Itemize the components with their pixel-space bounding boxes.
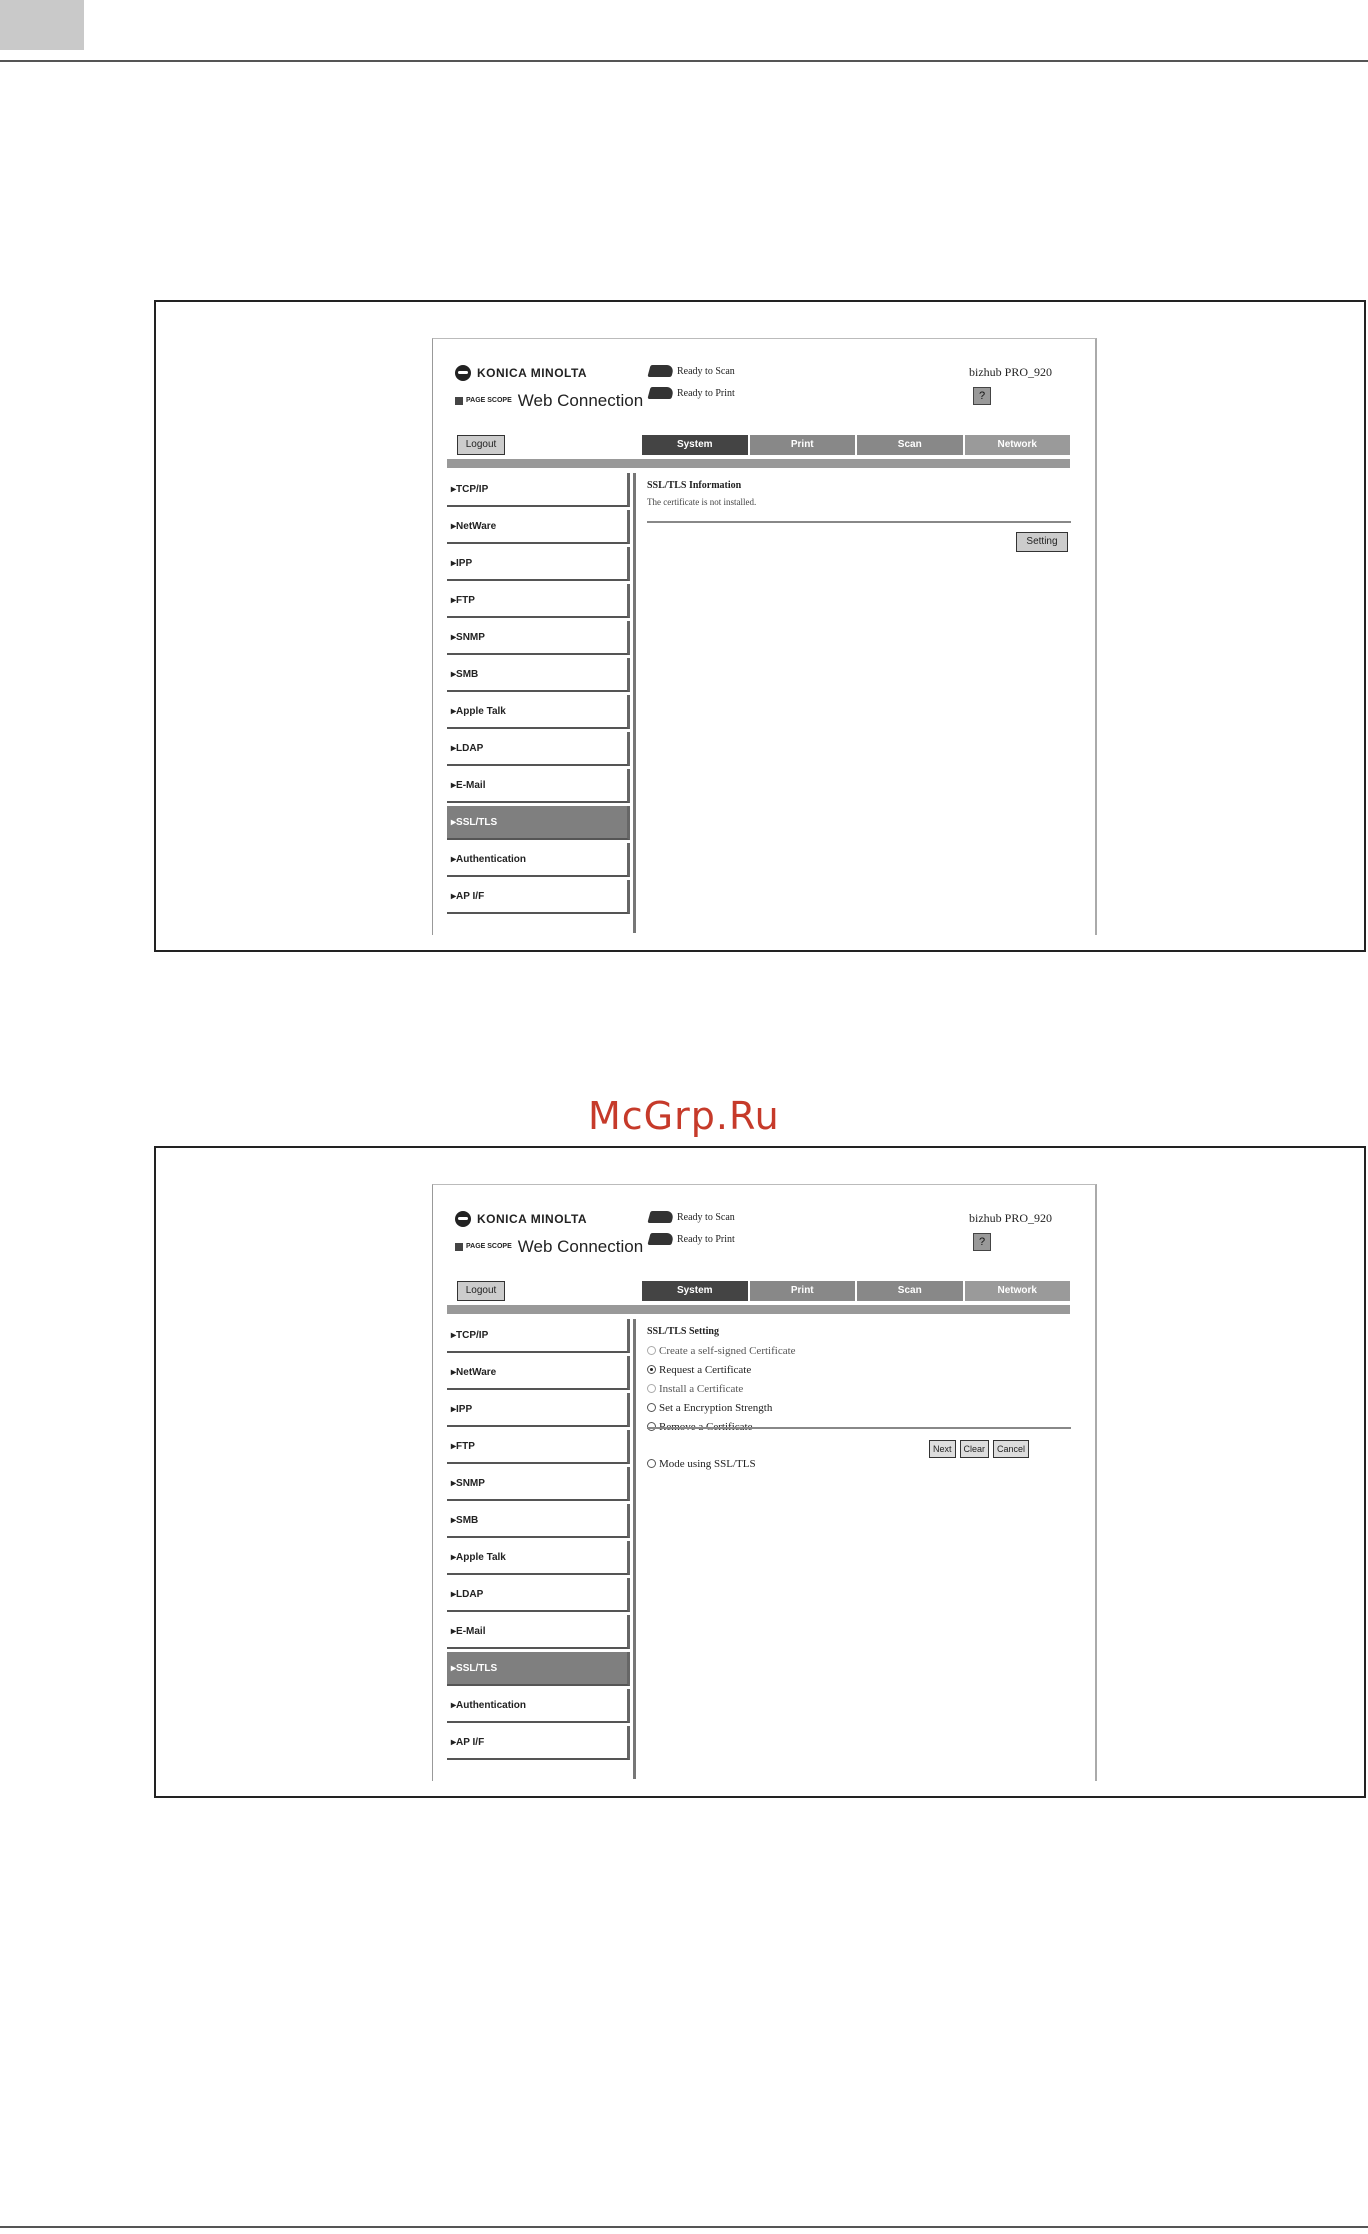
print-status-text: Ready to Print <box>677 1233 735 1245</box>
tab-system[interactable]: System <box>642 435 748 455</box>
section-title: SSL/TLS Setting <box>647 1326 719 1337</box>
printer-icon <box>647 387 674 399</box>
tab-system[interactable]: System <box>642 1281 748 1301</box>
footer-rule <box>0 2226 1368 2228</box>
print-status-text: Ready to Print <box>677 387 735 399</box>
sidebar-item-ldap[interactable]: ▸LDAP <box>447 732 630 766</box>
scan-status-text: Ready to Scan <box>677 365 735 377</box>
product-name: Web Connection <box>517 1237 644 1256</box>
option-install-certificate[interactable]: Install a Certificate <box>647 1379 1077 1398</box>
option-create-self-signed[interactable]: Create a self-signed Certificate <box>647 1341 1077 1360</box>
sidebar-item-authentication[interactable]: ▸Authentication <box>447 1689 630 1723</box>
sidebar-item-snmp[interactable]: ▸SNMP <box>447 1467 630 1501</box>
radio-button[interactable] <box>647 1346 656 1355</box>
sidebar-item-email[interactable]: ▸E-Mail <box>447 769 630 803</box>
sidebar-item-ssl-tls[interactable]: ▸SSL/TLS <box>447 1652 630 1686</box>
screenshot-frame-1 <box>154 300 1366 952</box>
print-status <box>649 1233 735 1245</box>
certificate-status-message: The certificate is not installed. <box>647 497 757 507</box>
sidebar-item-netware[interactable]: ▸NetWare <box>447 510 630 544</box>
pagescope-label: PAGE SCOPE <box>455 397 512 405</box>
content-rule <box>647 521 1071 523</box>
radio-button[interactable] <box>647 1459 656 1468</box>
sidebar-divider <box>633 1319 636 1779</box>
option-request-certificate[interactable]: Request a Certificate <box>647 1360 1077 1379</box>
web-connection-window <box>432 338 1097 935</box>
option-mode-using-ssl[interactable]: Mode using SSL/TLS <box>647 1454 1077 1473</box>
sidebar <box>447 473 630 917</box>
konica-minolta-logo-icon <box>455 365 471 381</box>
option-encryption-strength[interactable]: Set a Encryption Strength <box>647 1398 1077 1417</box>
sidebar-item-ap-if[interactable]: ▸AP I/F <box>447 880 630 914</box>
sidebar-item-apple-talk[interactable]: ▸Apple Talk <box>447 695 630 729</box>
clear-button[interactable]: Clear <box>960 1440 990 1458</box>
scanner-icon <box>647 365 674 377</box>
pagescope-label: PAGE SCOPE <box>455 1243 512 1251</box>
sidebar-divider <box>633 473 636 933</box>
logout-button[interactable]: Logout <box>457 435 505 455</box>
tab-scan[interactable]: Scan <box>857 1281 963 1301</box>
action-buttons <box>929 1440 1029 1458</box>
page-tab-marker <box>0 0 84 50</box>
main-tabs <box>642 1281 1070 1301</box>
watermark-text: McGrp.Ru <box>588 1094 780 1138</box>
help-button[interactable]: ? <box>973 1233 991 1251</box>
sidebar-item-authentication[interactable]: ▸Authentication <box>447 843 630 877</box>
cancel-button[interactable]: Cancel <box>993 1440 1029 1458</box>
tab-network[interactable]: Network <box>965 435 1071 455</box>
sidebar-item-ftp[interactable]: ▸FTP <box>447 584 630 618</box>
sidebar-item-tcpip[interactable]: ▸TCP/IP <box>447 1319 630 1353</box>
header-rule <box>0 60 1368 62</box>
scan-status <box>649 1211 735 1223</box>
device-name: bizhub PRO_920 <box>969 365 1053 379</box>
product-name: Web Connection <box>517 391 644 410</box>
setting-button[interactable]: Setting <box>1016 532 1068 552</box>
print-status <box>649 387 735 399</box>
sidebar-item-snmp[interactable]: ▸SNMP <box>447 621 630 655</box>
tab-print[interactable]: Print <box>750 1281 856 1301</box>
brand-name: KONICA MINOLTA <box>477 1212 588 1226</box>
scanner-icon <box>647 1211 674 1223</box>
scan-status-text: Ready to Scan <box>677 1211 735 1223</box>
scan-status <box>649 365 735 377</box>
sidebar-item-ldap[interactable]: ▸LDAP <box>447 1578 630 1612</box>
tab-network[interactable]: Network <box>965 1281 1071 1301</box>
konica-minolta-logo-icon <box>455 1211 471 1227</box>
help-button[interactable]: ? <box>973 387 991 405</box>
tab-underline-bar <box>447 459 1070 468</box>
tab-underline-bar <box>447 1305 1070 1314</box>
tab-print[interactable]: Print <box>750 435 856 455</box>
radio-button[interactable] <box>647 1384 656 1393</box>
sidebar-item-smb[interactable]: ▸SMB <box>447 1504 630 1538</box>
sidebar-item-ssl-tls[interactable]: ▸SSL/TLS <box>447 806 630 840</box>
brand-logo <box>455 365 643 411</box>
main-tabs <box>642 435 1070 455</box>
next-button[interactable]: Next <box>929 1440 956 1458</box>
brand-logo <box>455 1211 643 1257</box>
radio-button[interactable] <box>647 1403 656 1412</box>
brand-name: KONICA MINOLTA <box>477 366 588 380</box>
radio-button-selected[interactable] <box>647 1365 656 1374</box>
sidebar-item-netware[interactable]: ▸NetWare <box>447 1356 630 1390</box>
device-name: bizhub PRO_920 <box>969 1211 1053 1225</box>
sidebar-item-ipp[interactable]: ▸IPP <box>447 1393 630 1427</box>
logout-button[interactable]: Logout <box>457 1281 505 1301</box>
sidebar-item-ipp[interactable]: ▸IPP <box>447 547 630 581</box>
sidebar-item-smb[interactable]: ▸SMB <box>447 658 630 692</box>
content-panel <box>647 480 1077 507</box>
sidebar-item-ftp[interactable]: ▸FTP <box>447 1430 630 1464</box>
sidebar-item-email[interactable]: ▸E-Mail <box>447 1615 630 1649</box>
section-title: SSL/TLS Information <box>647 480 742 491</box>
content-rule <box>647 1427 1071 1429</box>
sidebar <box>447 1319 630 1763</box>
sidebar-item-ap-if[interactable]: ▸AP I/F <box>447 1726 630 1760</box>
screenshot-frame-2 <box>154 1146 1366 1798</box>
tab-scan[interactable]: Scan <box>857 435 963 455</box>
printer-icon <box>647 1233 674 1245</box>
sidebar-item-tcpip[interactable]: ▸TCP/IP <box>447 473 630 507</box>
sidebar-item-apple-talk[interactable]: ▸Apple Talk <box>447 1541 630 1575</box>
web-connection-window <box>432 1184 1097 1781</box>
